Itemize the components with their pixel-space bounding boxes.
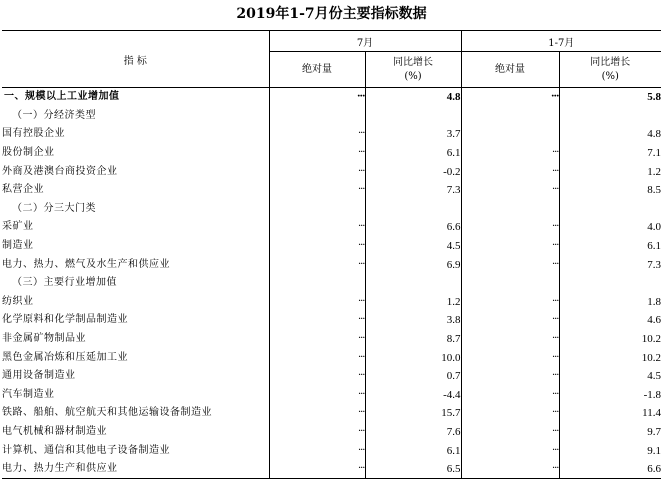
cumulative-yoy-cell: [559, 200, 661, 219]
month-yoy-cell: 1.2: [365, 293, 461, 312]
table-row: [2, 404, 661, 423]
cumulative-absolute-cell: ···: [461, 88, 559, 107]
row-label: 一、规模以上工业增加值: [4, 91, 120, 103]
indicator-table: [2, 30, 661, 479]
cumulative-yoy-cell: 7.1: [559, 144, 661, 163]
month-absolute-cell: ···: [269, 237, 365, 256]
month-yoy-cell: [365, 200, 461, 219]
row-label: （三）主要行业增加值: [12, 277, 117, 289]
cumulative-absolute-cell: ···: [461, 367, 559, 386]
month-yoy-cell: [365, 107, 461, 126]
month-yoy-cell: 3.7: [365, 125, 461, 144]
row-label: 制造业: [2, 240, 34, 252]
table-row: [2, 441, 661, 460]
month-yoy-cell: 3.8: [365, 311, 461, 330]
cumulative-yoy-cell: 4.8: [559, 125, 661, 144]
month-absolute-cell: ···: [269, 330, 365, 349]
cumulative-absolute-cell: ···: [461, 404, 559, 423]
month-yoy-cell: 4.5: [365, 237, 461, 256]
table-body: [2, 88, 661, 479]
row-label: 电气机械和器材制造业: [2, 425, 107, 437]
row-label: 化学原料和化学制品制造业: [2, 314, 128, 326]
month-absolute-cell: ···: [269, 144, 365, 163]
cumulative-yoy-cell: 5.8: [559, 88, 661, 107]
table-row: [2, 144, 661, 163]
cumulative-yoy-cell: 8.5: [559, 181, 661, 200]
month-absolute-cell: ···: [269, 386, 365, 405]
row-label: 电力、热力生产和供应业: [2, 460, 269, 479]
row-label: 汽车制造业: [2, 388, 55, 400]
row-label: 国有控股企业: [2, 128, 65, 140]
row-label: 铁路、船舶、航空航天和其他运输设备制造业: [2, 407, 212, 419]
month-yoy-cell: 4.8: [365, 88, 461, 107]
cumulative-absolute-cell: ···: [461, 330, 559, 349]
month-yoy-cell: -4.4: [365, 386, 461, 405]
cumulative-absolute-cell: ···: [461, 144, 559, 163]
table-row: [2, 367, 661, 386]
month-yoy-cell: 6.1: [365, 441, 461, 460]
cumulative-absolute-cell: ···: [461, 441, 559, 460]
month-absolute-cell: ···: [269, 441, 365, 460]
header-cumulative-yoy-line1: 同比增长: [590, 56, 631, 68]
cumulative-yoy-cell: 4.0: [559, 218, 661, 237]
cumulative-absolute-cell: ···: [461, 460, 559, 479]
month-absolute-cell: ···: [269, 162, 365, 181]
table-row: [2, 218, 661, 237]
table-row: [2, 88, 661, 107]
cumulative-yoy-cell: 9.1: [559, 441, 661, 460]
cumulative-yoy-cell: [559, 274, 661, 293]
month-yoy-cell: 7.6: [365, 423, 461, 442]
row-label: 非金属矿物制品业: [2, 333, 86, 345]
table-row: [2, 423, 661, 442]
row-label: 采矿业: [2, 221, 34, 233]
cumulative-absolute-cell: ···: [461, 311, 559, 330]
cumulative-yoy-cell: 10.2: [559, 330, 661, 349]
row-label: 股份制企业: [2, 147, 55, 159]
month-yoy-cell: 6.9: [365, 255, 461, 274]
cumulative-absolute-cell: [461, 107, 559, 126]
cumulative-absolute-cell: ···: [461, 162, 559, 181]
month-absolute-cell: [269, 274, 365, 293]
cumulative-yoy-cell: 10.2: [559, 348, 661, 367]
header-cumulative-absolute: 绝对量: [461, 52, 559, 88]
table-row: [2, 107, 661, 126]
month-yoy-cell: 15.7: [365, 404, 461, 423]
cumulative-absolute-cell: [461, 200, 559, 219]
cumulative-yoy-cell: 4.6: [559, 311, 661, 330]
table-row: [2, 386, 661, 405]
month-absolute-cell: ···: [269, 88, 365, 107]
cumulative-yoy-cell: 4.5: [559, 367, 661, 386]
table-row: [2, 348, 661, 367]
cumulative-yoy-cell: 9.7: [559, 423, 661, 442]
month-yoy-cell: 7.3: [365, 181, 461, 200]
row-label: 电力、热力、燃气及水生产和供应业: [2, 258, 170, 270]
row-label: 纺织业: [2, 295, 34, 307]
month-absolute-cell: ···: [269, 255, 365, 274]
row-label: 黑色金属冶炼和压延加工业: [2, 351, 128, 363]
table-row: [2, 460, 661, 479]
cumulative-absolute-cell: ···: [461, 237, 559, 256]
cumulative-yoy-cell: 11.4: [559, 404, 661, 423]
cumulative-absolute-cell: ···: [461, 423, 559, 442]
header-cumulative-yoy-line2: (%): [601, 70, 619, 82]
month-absolute-cell: ···: [269, 311, 365, 330]
table-row: [2, 330, 661, 349]
table-row: [2, 162, 661, 181]
month-yoy-cell: 6.1: [365, 144, 461, 163]
header-month-yoy: [365, 52, 461, 88]
cumulative-absolute-cell: ···: [461, 348, 559, 367]
header-indicator: 指 标: [2, 31, 269, 88]
table-row: [2, 125, 661, 144]
row-label: （一）分经济类型: [12, 109, 96, 121]
header-period-cumulative: 1-7月: [461, 31, 661, 52]
row-label: （二）分三大门类: [12, 202, 96, 214]
header-month-yoy-line2: (%): [404, 70, 422, 82]
month-absolute-cell: ···: [269, 125, 365, 144]
cumulative-yoy-cell: -1.8: [559, 386, 661, 405]
cumulative-yoy-cell: 7.3: [559, 255, 661, 274]
table-row: [2, 255, 661, 274]
row-label: 私营企业: [2, 184, 44, 196]
table-row: [2, 293, 661, 312]
cumulative-yoy-cell: 1.8: [559, 293, 661, 312]
cumulative-absolute-cell: ···: [461, 255, 559, 274]
cumulative-yoy-cell: [559, 107, 661, 126]
table-row: [2, 200, 661, 219]
month-absolute-cell: [269, 107, 365, 126]
table-row: [2, 237, 661, 256]
cumulative-absolute-cell: ···: [461, 218, 559, 237]
header-month-absolute: 绝对量: [269, 52, 365, 88]
cumulative-absolute-cell: ···: [461, 293, 559, 312]
month-yoy-cell: 6.6: [365, 218, 461, 237]
month-absolute-cell: ···: [269, 218, 365, 237]
row-label: 外商及港澳台商投资企业: [2, 165, 118, 177]
month-yoy-cell: 0.7: [365, 367, 461, 386]
cumulative-absolute-cell: ···: [461, 386, 559, 405]
table-row: [2, 311, 661, 330]
cumulative-absolute-cell: ···: [461, 181, 559, 200]
page-title: 2019年1-7月份主要指标数据: [236, 6, 427, 22]
header-cumulative-yoy: [559, 52, 661, 88]
cumulative-yoy-cell: 6.1: [559, 237, 661, 256]
month-absolute-cell: ···: [269, 348, 365, 367]
month-yoy-cell: -0.2: [365, 162, 461, 181]
header-period-month: 7月: [269, 31, 461, 52]
table-row: [2, 181, 661, 200]
month-absolute-cell: ···: [269, 293, 365, 312]
month-yoy-cell: 6.5: [365, 460, 461, 479]
month-absolute-cell: [269, 200, 365, 219]
month-yoy-cell: 10.0: [365, 348, 461, 367]
month-absolute-cell: ···: [269, 460, 365, 479]
month-absolute-cell: ···: [269, 367, 365, 386]
cumulative-yoy-cell: 1.2: [559, 162, 661, 181]
row-label: 计算机、通信和其他电子设备制造业: [2, 444, 170, 456]
month-yoy-cell: [365, 274, 461, 293]
cumulative-yoy-cell: 6.6: [559, 460, 661, 479]
row-label: 通用设备制造业: [2, 370, 76, 382]
header-month-yoy-line1: 同比增长: [393, 56, 433, 68]
cumulative-absolute-cell: [461, 125, 559, 144]
month-absolute-cell: ···: [269, 423, 365, 442]
table-row: [2, 274, 661, 293]
month-absolute-cell: ···: [269, 404, 365, 423]
month-yoy-cell: 8.7: [365, 330, 461, 349]
month-absolute-cell: ···: [269, 181, 365, 200]
cumulative-absolute-cell: [461, 274, 559, 293]
